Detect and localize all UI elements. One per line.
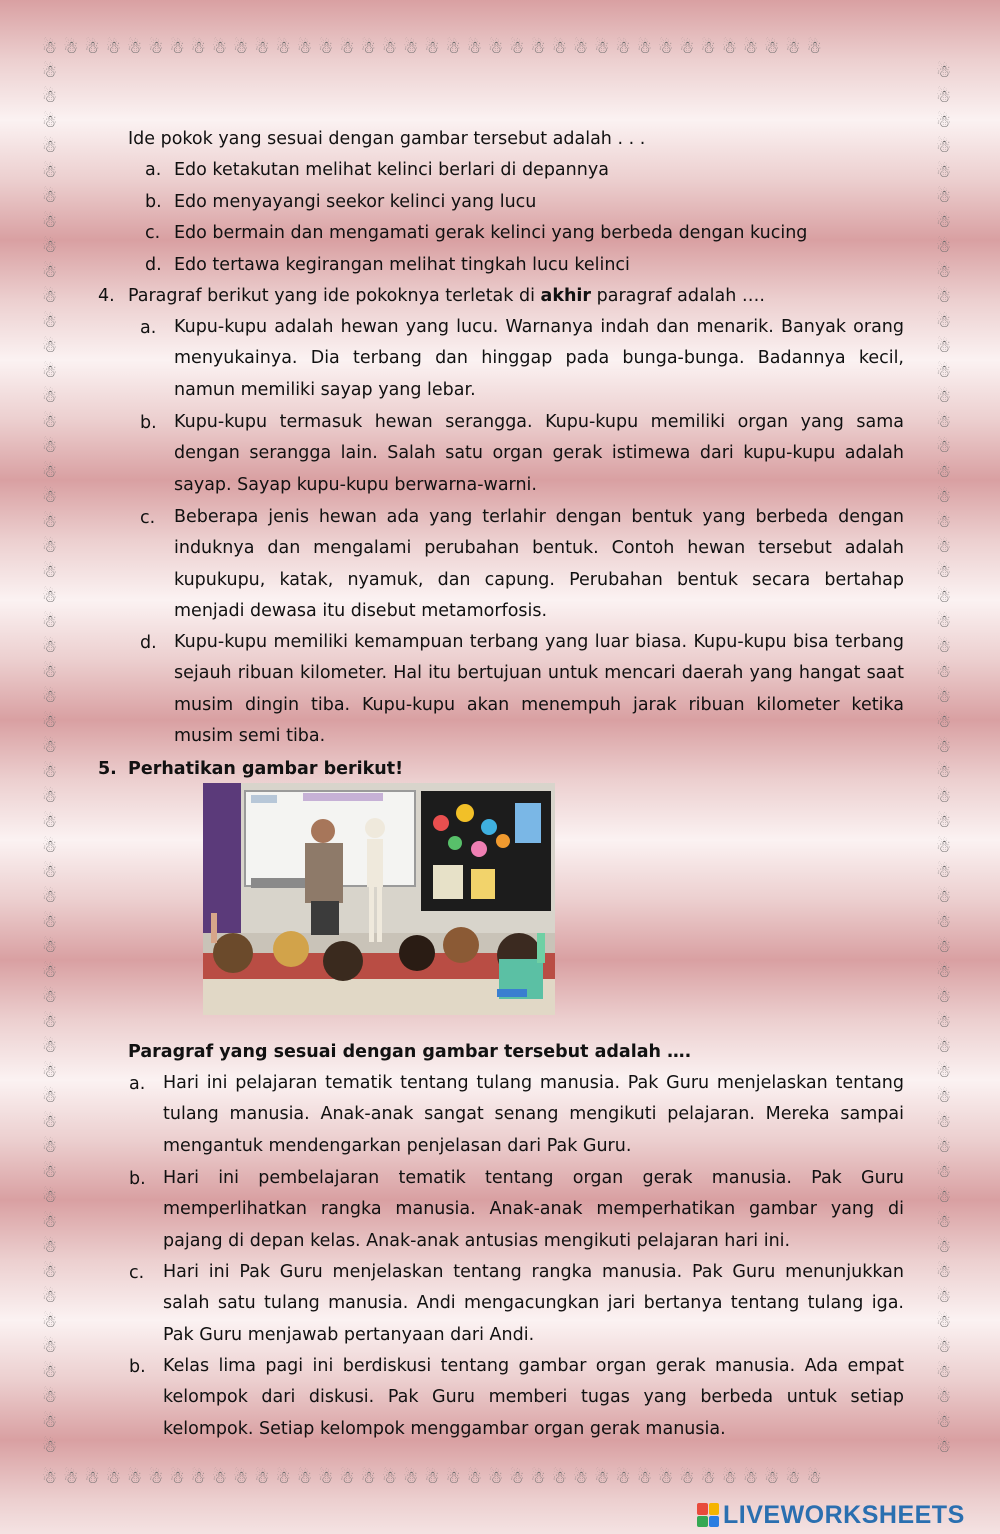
classroom-illustration xyxy=(203,783,555,1015)
decorative-border-right: ☃☃☃☃☃☃☃☃☃☃☃☃☃☃☃☃☃☃☃☃☃☃☃☃☃☃☃☃☃☃☃☃☃☃☃☃☃☃☃☃☃☃☃☃☃☃☃☃☃☃☃☃☃☃☃☃ xyxy=(936,62,952,1457)
option-marker[interactable]: c. xyxy=(140,508,156,528)
stem-text: paragraf adalah …. xyxy=(591,286,765,306)
option-text: Kupu-kupu termasuk hewan serangga. Kupu-kupu memiliki organ yang sama dengan serangga lain. Salah satu organ gerak istimewa dari kupu-kupu adalah sayap. Sayap kupu-kupu berwarna-warni. xyxy=(174,412,904,495)
option-text: Edo tertawa kegirangan melihat tingkah lucu kelinci xyxy=(174,255,630,275)
stem-text: Paragraf berikut yang ide pokoknya terletak di xyxy=(128,286,541,306)
stem-emphasis: akhir xyxy=(540,286,592,306)
question-number: 4. xyxy=(98,286,115,306)
question-stem: Ide pokok yang sesuai dengan gambar tersebut adalah . . . xyxy=(128,129,646,149)
option-marker[interactable]: a. xyxy=(145,160,162,180)
liveworksheets-logo-icon xyxy=(697,1503,719,1527)
option-text: Edo ketakutan melihat kelinci berlari di depannya xyxy=(174,160,609,180)
option-marker[interactable]: d. xyxy=(145,255,162,275)
liveworksheets-brand[interactable] xyxy=(697,1500,965,1530)
question-heading: Perhatikan gambar berikut! xyxy=(128,759,404,779)
option-text: Edo bermain dan mengamati gerak kelinci yang berbeda dengan kucing xyxy=(174,223,808,243)
option-text: Kupu-kupu memiliki kemampuan terbang yang luar biasa. Kupu-kupu bisa terbang sejauh ribuan kilometer. Hal itu bertujuan untuk mencari daerah yang hangat saat musim dingin tiba. Kupu-kupu akan menempuh jarak ribuan kilometer ketika musim semi tiba. xyxy=(174,632,904,747)
option-marker[interactable]: d. xyxy=(140,633,157,653)
option-text: Kelas lima pagi ini berdiskusi tentang gambar organ gerak manusia. Ada empat kelompok dari diskusi. Pak Guru memberi tugas yang berbeda untuk setiap kelompok. Setiap kelompok menggambar organ gerak manusia. xyxy=(163,1356,904,1439)
option-text: Kupu-kupu adalah hewan yang lucu. Warnanya indah dan menarik. Banyak orang menyukainya. Dia terbang dan hinggap pada bunga-bunga. Badannya kecil, namun memiliki sayap yang lebar. xyxy=(174,317,904,400)
option-text: Hari ini Pak Guru menjelaskan tentang rangka manusia. Pak Guru menunjukkan salah satu tulang manusia. Andi mengacungkan jari bertanya tentang tulang iga. Pak Guru menjawab pertanyaan dari Andi. xyxy=(163,1262,904,1345)
option-text: Beberapa jenis hewan ada yang terlahir dengan bentuk yang berbeda dengan induknya dan mengalami perubahan bentuk. Contoh hewan tersebut adalah kupukupu, katak, nyamuk, dan capung. Perubahan bentuk secara bertahap menjadi dewasa itu disebut metamorfosis. xyxy=(174,507,904,622)
question-number: 5. xyxy=(98,759,117,779)
decorative-border-top: ☃☃☃☃☃☃☃☃☃☃☃☃☃☃☃☃☃☃☃☃☃☃☃☃☃☃☃☃☃☃☃☃☃☃☃☃☃ xyxy=(42,38,828,58)
option-text: Hari ini pelajaran tematik tentang tulang manusia. Pak Guru menjelaskan tentang tulang manusia. Anak-anak sangat senang mengikuti pelajaran. Mereka sampai mengantuk mendengarkan penjelasan dari Pak Guru. xyxy=(163,1073,904,1156)
option-marker[interactable]: c. xyxy=(145,223,161,243)
option-marker[interactable]: c. xyxy=(129,1263,145,1283)
classroom-photo xyxy=(203,783,555,1015)
decorative-border-bottom: ☃☃☃☃☃☃☃☃☃☃☃☃☃☃☃☃☃☃☃☃☃☃☃☃☃☃☃☃☃☃☃☃☃☃☃☃☃ xyxy=(42,1468,828,1488)
option-marker[interactable]: b. xyxy=(129,1169,146,1189)
brand-text: LIVEWORKSHEETS xyxy=(723,1500,965,1529)
question-stem xyxy=(128,284,765,308)
option-marker[interactable]: a. xyxy=(140,318,157,338)
option-text: Hari ini pembelajaran tematik tentang organ gerak manusia. Pak Guru memperlihatkan rangka manusia. Anak-anak memperhatikan gambar yang di pajang di depan kelas. Anak-anak antusias mengikuti pelajaran hari ini. xyxy=(163,1168,904,1251)
option-marker[interactable]: b. xyxy=(145,192,162,212)
decorative-border-left: ☃☃☃☃☃☃☃☃☃☃☃☃☃☃☃☃☃☃☃☃☃☃☃☃☃☃☃☃☃☃☃☃☃☃☃☃☃☃☃☃☃☃☃☃☃☃☃☃☃☃☃☃☃☃☃☃ xyxy=(42,62,58,1457)
option-text: Edo menyayangi seekor kelinci yang lucu xyxy=(174,192,537,212)
question-stem: Paragraf yang sesuai dengan gambar tersebut adalah …. xyxy=(128,1042,692,1062)
option-marker[interactable]: b. xyxy=(129,1357,146,1377)
option-marker[interactable]: a. xyxy=(129,1074,146,1094)
option-marker[interactable]: b. xyxy=(140,413,157,433)
